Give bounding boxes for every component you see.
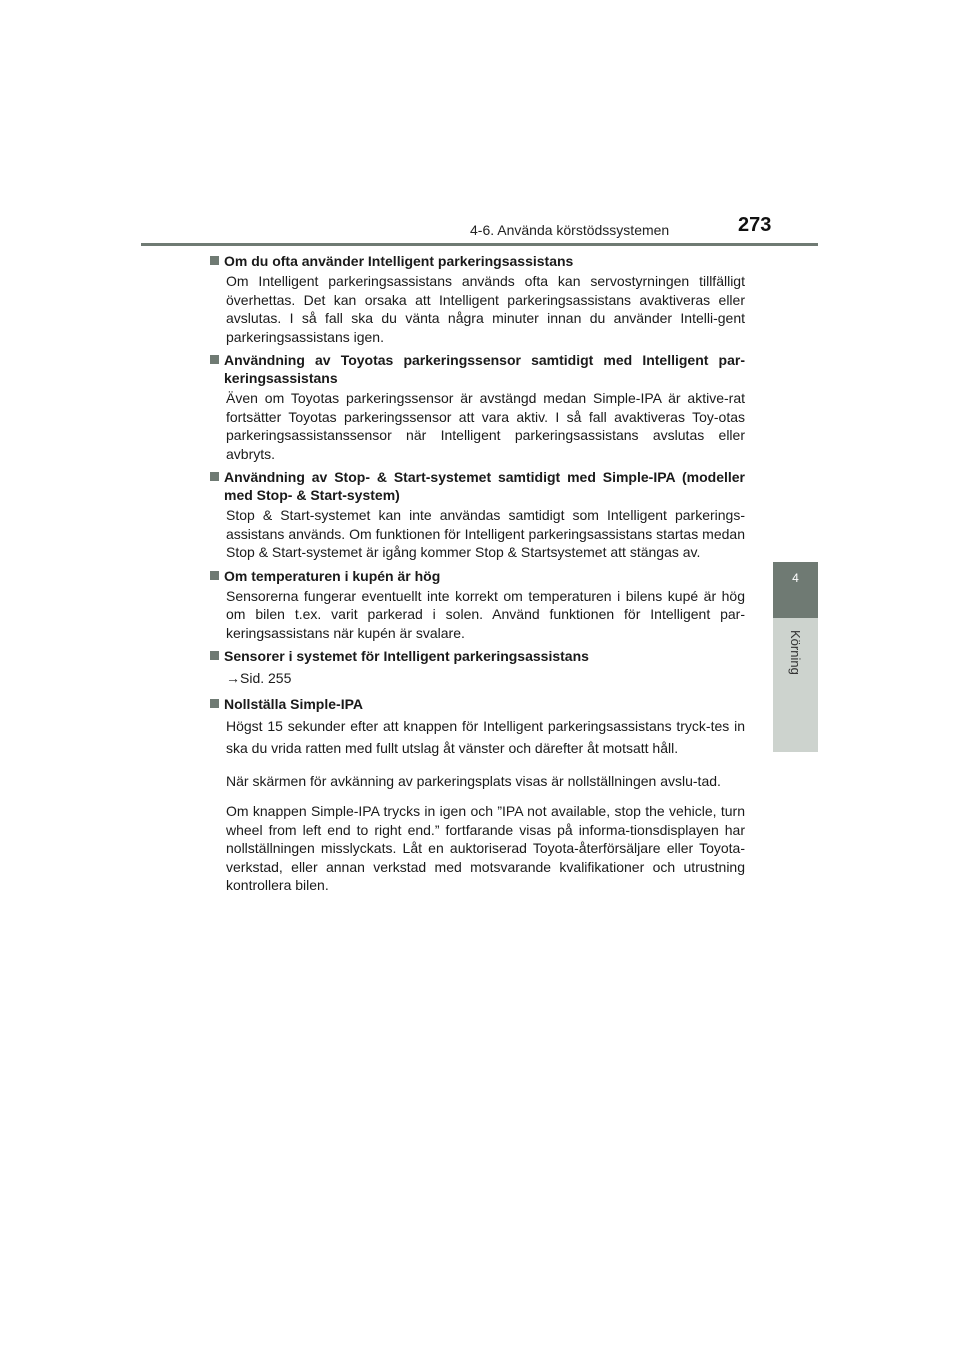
square-bullet-icon: [210, 651, 219, 660]
item-paragraph: När skärmen för avkänning av parkeringsplats visas är nollställningen avslu-tad.: [226, 772, 721, 789]
header-divider: [141, 243, 818, 246]
item-heading: Om temperaturen i kupén är hög: [224, 567, 441, 584]
section-title: 4-6. Använda körstödssystemen: [470, 222, 670, 238]
main-content: [210, 252, 745, 900]
square-bullet-icon: [210, 472, 219, 481]
item-heading: Användning av Toyotas parkeringssensor samtidigt med Intelligent par-keringsassistans: [224, 352, 745, 386]
page-number: 273: [738, 214, 772, 236]
square-bullet-icon: [210, 256, 219, 265]
section-item: [210, 468, 745, 562]
page-reference: →Sid. 255: [226, 670, 292, 686]
square-bullet-icon: [210, 355, 219, 364]
section-item: [210, 252, 745, 346]
item-paragraph: Stop & Start-systemet kan inte användas samtidigt som Intelligent parkerings-assistans används. Om funktionen för Intelligent parkeringsassistans startas medan Stop & Start-systemet är igång kommer Stop & Startsystemet att stängas av.: [226, 507, 745, 560]
chapter-label: Körning: [788, 630, 803, 675]
section-item: [210, 351, 745, 463]
square-bullet-icon: [210, 699, 219, 708]
item-paragraph: Högst 15 sekunder efter att knappen för Intelligent parkeringsassistans tryck-tes in ska du vrida ratten med fullt utslag åt vänster och därefter åt motsatt håll.: [226, 717, 745, 756]
item-paragraph: Sensorerna fungerar eventuellt inte korrekt om temperaturen i bilens kupé är hög om bilen t.ex. varit parkerad i solen. Använd funktionen för Intelligent par-keringsassistans när kupén är svalare.: [226, 587, 745, 641]
section-item: [210, 695, 745, 895]
section-item: [210, 647, 745, 690]
item-heading: Om du ofta använder Intelligent parkeringsassistans: [224, 253, 574, 269]
square-bullet-icon: [210, 571, 219, 580]
chapter-number: 4: [792, 571, 799, 585]
item-paragraph: Om Intelligent parkeringsassistans används ofta kan servostyrningen tillfälligt överhettas. Det kan orsaka att Intelligent parkeringsassistans avaktiveras eller avslutas. I så fall ska du vänta några minuter innan du använder Intelli-gent parkeringsassistans igen.: [226, 273, 745, 345]
item-heading: Sensorer i systemet för Intelligent parkeringsassistans: [224, 648, 589, 664]
item-heading: Användning av Stop- & Start-systemet samtidigt med Simple-IPA (modeller med Stop- & Start-system): [224, 469, 745, 503]
item-heading: Nollställa Simple-IPA: [224, 695, 363, 712]
item-paragraph: Även om Toyotas parkeringssensor är avstängd medan Simple-IPA är aktive-rat fortsätter Toyotas parkeringssensor att vara aktiv. I så fall avaktiveras Toy-otas parkeringsassistanssensor när Intelligent parkeringsassistans avslutas eller avbryts.: [226, 390, 745, 462]
section-item: [210, 567, 745, 643]
item-paragraph: Om knappen Simple-IPA trycks in igen och ”IPA not available, stop the vehicle, turn wheel from left end to right end.” fortfarande visas på informa-tionsdisplayen har nollställningen misslyckats. Låt en auktoriserad Toyota-återförsäljare eller Toyota-verkstad, eller annan verkstad med motsvarande kvalifikationer och utrustning kontrollera bilen.: [226, 803, 745, 893]
